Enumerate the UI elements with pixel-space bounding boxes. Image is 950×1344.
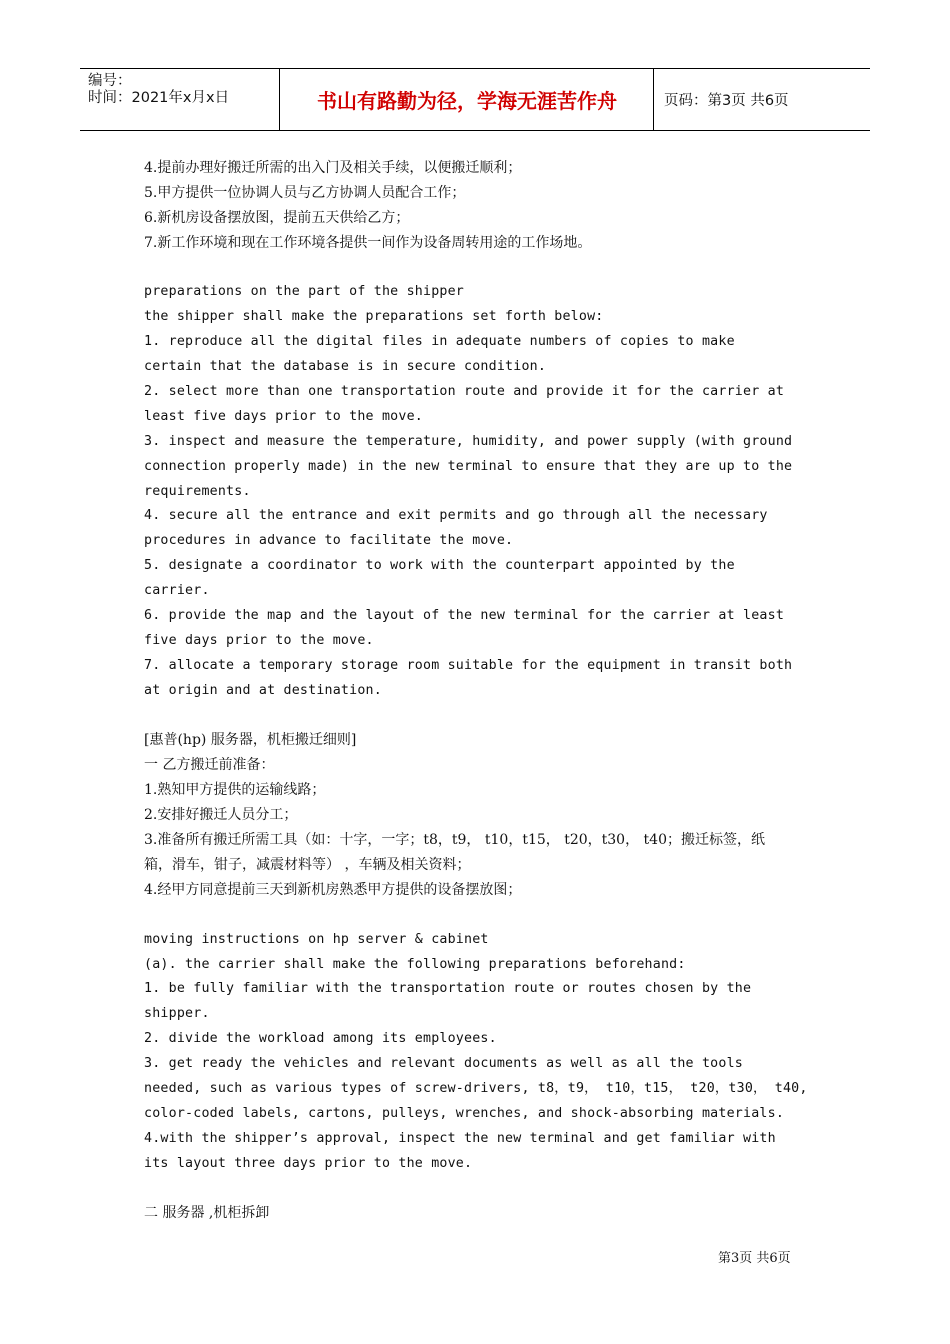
text-line: shipper. (144, 1006, 210, 1022)
text-line: 4.with the shipper’s approval, inspect the new terminal and get familiar with (144, 1130, 776, 1146)
text-line: 3. inspect and measure the temperature, humidity, and power supply (with ground (144, 433, 793, 449)
text-line: 1.熟知甲方提供的运输线路； (144, 782, 326, 799)
text-line: 4.提前办理好搬迁所需的出入门及相关手续，以便搬迁顺利； (144, 160, 522, 176)
page-header (80, 68, 870, 131)
text-line: least five days prior to the move. (144, 408, 423, 424)
document-number-label: 编号： (88, 73, 132, 89)
text-line: 1. be fully familiar with the transportation route or routes chosen by the (144, 981, 752, 997)
text-line: its layout three days prior to the move. (144, 1155, 473, 1171)
section-chinese-disassembly (144, 1201, 824, 1226)
text-line: 6.新机房设备摆放图，提前五天供给乙方； (144, 209, 410, 226)
text-line: 5. designate a coordinator to work with the counterpart appointed by the (144, 558, 735, 574)
text-line: 3.准备所有搬迁所需工具（如：十字，一字；t8，t9， t10，t15， t20，t30， t40；搬迁标签，纸 (144, 832, 765, 849)
text-line: (a). the carrier shall make the following preparations beforehand: (144, 956, 686, 972)
text-line: 二 服务器 ,机柜拆卸 (144, 1205, 270, 1222)
text-line: five days prior to the move. (144, 632, 374, 648)
spacer (144, 256, 824, 281)
text-line: 2. divide the workload among its employees. (144, 1031, 497, 1047)
header-motto: 书山有路勤为径，学海无涯苦作舟 (281, 69, 654, 130)
text-line: requirements. (144, 483, 251, 499)
text-line: carrier. (144, 583, 210, 599)
text-line: 7.新工作环境和现在工作环境各提供一间作为设备周转用途的工作场地。 (144, 234, 592, 251)
spacer (144, 704, 824, 729)
text-line: 7. allocate a temporary storage room suitable for the equipment in transit both (144, 657, 793, 673)
header-page-number: 页码：第3页 共6页 (664, 93, 789, 109)
section-chinese-shipper-prep (144, 156, 824, 256)
text-line: moving instructions on hp server & cabinet (144, 931, 489, 947)
text-line: procedures in advance to facilitate the move. (144, 533, 514, 549)
text-line: preparations on the part of the shipper (144, 284, 465, 300)
text-line: 3. get ready the vehicles and relevant documents as well as all the tools (144, 1056, 743, 1072)
page-footer: 第3页 共6页 (718, 1251, 791, 1266)
spacer (144, 903, 824, 928)
text-line: needed, such as various types of screw-drivers, t8，t9， t10，t15， t20，t30， t40, (144, 1080, 808, 1096)
section-english-hp-moving (144, 928, 824, 1177)
text-line: color-coded labels, cartons, pulleys, wrenches, and shock-absorbing materials. (144, 1105, 785, 1121)
document-time-label: 时间：2021年x月x日 (88, 90, 230, 106)
text-line: 6. provide the map and the layout of the new terminal for the carrier at least (144, 608, 785, 624)
text-line: the shipper shall make the preparations set forth below: (144, 309, 604, 325)
text-line: 4.经甲方同意提前三天到新机房熟悉甲方提供的设备摆放图； (144, 881, 522, 898)
spacer (144, 1177, 824, 1202)
text-line: certain that the database is in secure condition. (144, 359, 547, 375)
text-line: [惠普(hp) 服务器，机柜搬迁细则] (144, 732, 357, 749)
section-english-shipper-prep (144, 280, 824, 703)
text-line: 5.甲方提供一位协调人员与乙方协调人员配合工作； (144, 184, 466, 201)
section-chinese-hp-moving (144, 728, 824, 902)
text-line: 箱，滑车，钳子，减震材料等） ，车辆及相关资料； (144, 856, 471, 873)
text-line: 4. secure all the entrance and exit permits and go through all the necessary (144, 508, 768, 524)
header-meta (80, 69, 280, 130)
text-line: at origin and at destination. (144, 682, 382, 698)
text-line: 一 乙方搬迁前准备： (144, 757, 275, 774)
text-line: connection properly made) in the new terminal to ensure that they are up to the (144, 458, 793, 474)
document-body (144, 156, 824, 1226)
text-line: 2. select more than one transportation route and provide it for the carrier at (144, 384, 785, 400)
text-line: 1. reproduce all the digital files in adequate numbers of copies to make (144, 334, 735, 350)
text-line: 2.安排好搬迁人员分工； (144, 807, 298, 824)
